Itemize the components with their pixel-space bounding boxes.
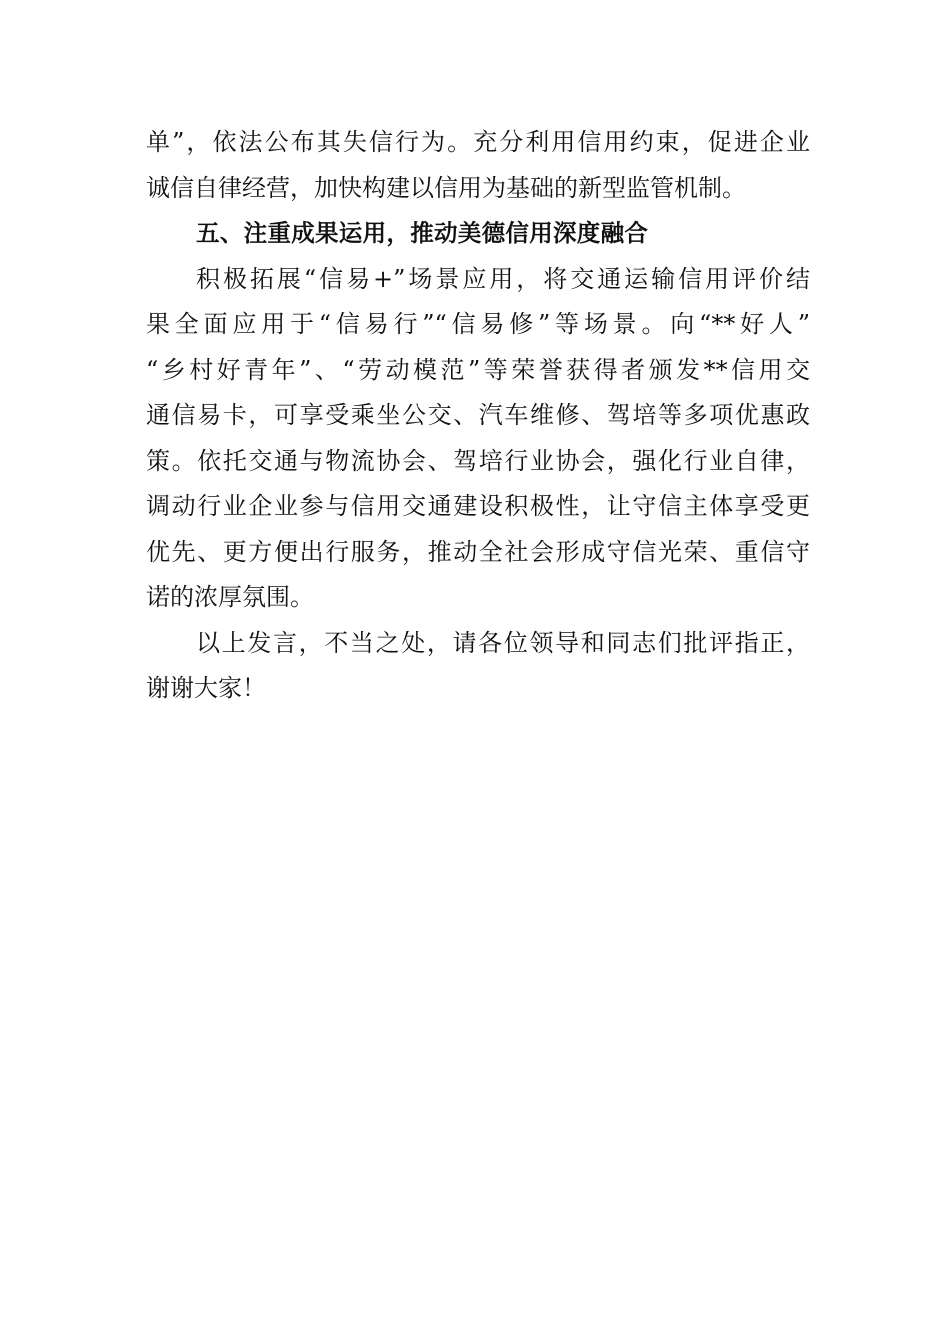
paragraph-line: 诚信自律经营，加快构建以信用为基础的新型监管机制。 xyxy=(146,173,746,202)
paragraph-line: 单”，依法公布其失信行为。充分利用信用约束，促进企业 xyxy=(146,128,810,156)
closing-line: 以上发言，不当之处，请各位领导和同志们批评指正， xyxy=(196,628,810,657)
section-heading: 五、注重成果运用，推动美德信用深度融合 xyxy=(196,219,649,247)
paragraph-line: 果全面应用于“信易行”“信易修”等场景。向“**好人” xyxy=(146,310,810,338)
closing-line: 谢谢大家！ xyxy=(146,674,266,702)
paragraph-line: 优先、更方便出行服务，推动全社会形成守信光荣、重信守 xyxy=(146,537,810,566)
paragraph-line: 通信易卡，可享受乘坐公交、汽车维修、驾培等多项优惠政 xyxy=(146,401,810,429)
paragraph-line: 调动行业企业参与信用交通建设积极性，让守信主体享受更 xyxy=(146,492,810,520)
paragraph-line: 积极拓展“信易+”场景应用，将交通运输信用评价结 xyxy=(196,264,810,293)
document-body xyxy=(146,120,810,712)
paragraph-line: 策。依托交通与物流协会、驾培行业协会，强化行业自律， xyxy=(146,446,810,475)
paragraph-line: “乡村好青年”、“劳动模范”等荣誉获得者颁发**信用交 xyxy=(146,355,810,384)
paragraph-line: 诺的浓厚氛围。 xyxy=(146,583,314,611)
